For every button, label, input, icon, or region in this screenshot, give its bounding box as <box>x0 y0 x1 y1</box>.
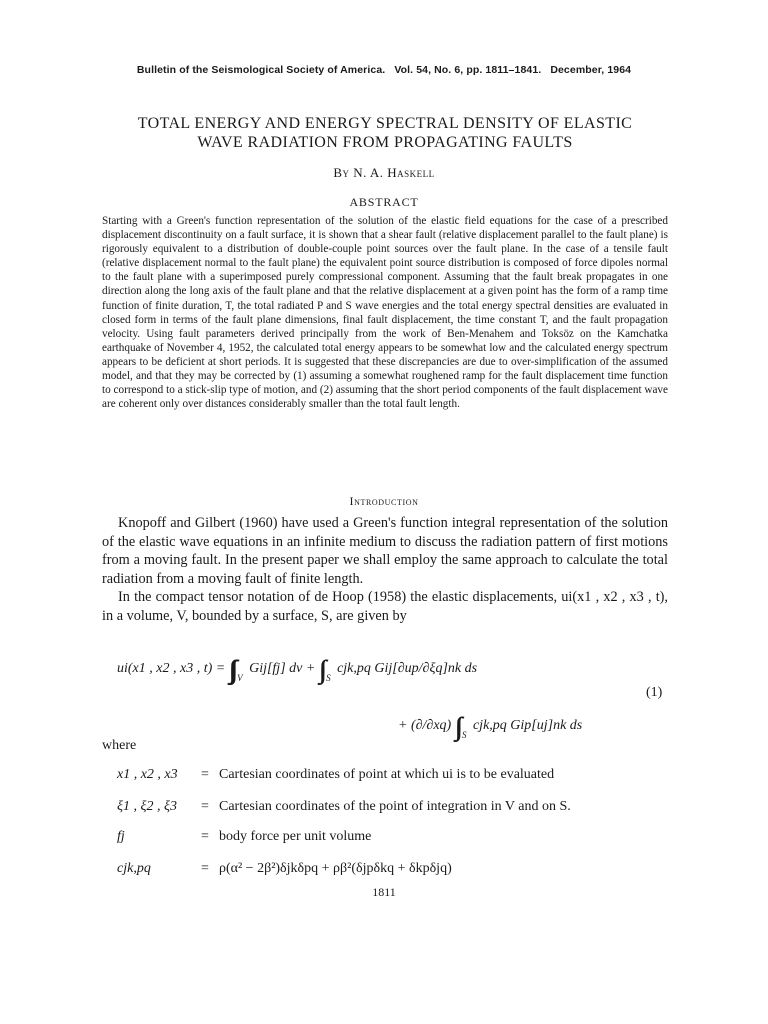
where-label: where <box>102 738 137 753</box>
journal-name: Bulletin of the Seismological Society of America. <box>136 64 386 76</box>
double-integral-symbol: ∫∫ <box>318 655 322 684</box>
definition-row <box>117 829 677 845</box>
journal-volume: Vol. 54, No. 6, pp. 1811–1841. <box>394 64 542 76</box>
author-line: By N. A. Haskell <box>333 165 435 180</box>
title-line: TOTAL ENERGY AND ENERGY SPECTRAL DENSITY OF ELASTIC <box>137 115 633 132</box>
section-heading-introduction: Introduction <box>349 494 419 508</box>
equation-term-2: cjk,pq Gij[∂up/∂ξq]nk ds <box>337 661 478 676</box>
abstract-body <box>102 214 668 411</box>
integral-subscript-v: V <box>237 673 243 683</box>
equation-lhs: ui(x1 , x2 , x3 , t) = <box>117 661 226 676</box>
title-line: WAVE RADIATION FROM PROPAGATING FAULTS <box>197 134 573 151</box>
abstract-heading: ABSTRACT <box>349 195 419 209</box>
journal-header <box>0 64 768 76</box>
integral-subscript-s: S <box>326 673 331 683</box>
page-number: 1811 <box>372 885 396 899</box>
journal-date: December, 1964 <box>550 64 632 76</box>
definition-equals: = <box>201 861 209 876</box>
equation-term-3: cjk,pq Gip[uj]nk ds <box>472 718 583 733</box>
definition-symbol: fj <box>117 829 125 844</box>
definition-symbol: cjk,pq <box>117 861 151 876</box>
definition-row <box>117 861 677 877</box>
definition-text: body force per unit volume <box>219 829 372 844</box>
definition-equals: = <box>201 767 209 782</box>
equation-line2-prefix: + (∂/∂xq) <box>398 718 452 733</box>
definition-equals: = <box>201 829 209 844</box>
definition-row <box>117 799 677 815</box>
equation-1-line-1 <box>117 655 677 685</box>
abstract-paragraph: Starting with a Green's function representation of the solution of the elastic field equations for the case of a prescribed displacement discontinuity on a fault surface, it is shown that a shear fault (relative displacement parallel to the fault plane) is rigorously equivalent to a distribution of double-couple point sources over the fault plane. In the case of a tensile fault (relative displacement normal to the fault plane) the equivalent point source distribution is composed of force dipoles normal to the fault plane with a superimposed purely compressional component. Assuming that the fault break propagates in one direction along the long axis of the fault plane and that the relative displacement at a given point has the form of a ramp time function of finite duration, T, the total radiated P and S wave energies and the total energy spectral densities are evaluated in closed form in terms of the fault plane dimensions, final fault displacement, the time constant T, and the fault propagation velocity. Using fault parameters derived principally from the work of Ben-Menahem and Toksöz on the Kamchatka earthquake of November 4, 1952, the calculated total energy appears to be somewhat low and the calculated energy spectrum appears to be deficient at short periods. It is suggested that these discrepancies are due to over-simplification of the assumed model, and that they may be corrected by (1) assuming a somewhat roughened ramp for the fault displacement time function to correspond to a stick-slip type of motion, and (2) assuming that the short period components of the fault displacement wave are coherent only over distances considerably smaller than the total fault length. <box>102 215 668 411</box>
introduction-body <box>102 514 668 626</box>
definition-symbol: x1 , x2 , x3 <box>117 767 178 782</box>
definition-text: ρ(α² − 2β²)δjkδpq + ρβ²(δjpδkq + δkpδjq) <box>219 861 452 876</box>
paper-title <box>100 114 670 152</box>
definition-symbol: ξ1 , ξ2 , ξ3 <box>117 799 177 814</box>
definition-text: Cartesian coordinates of point at which ui is to be evaluated <box>219 767 555 782</box>
equation-1-line-2 <box>398 712 582 742</box>
intro-paragraph: Knopoff and Gilbert (1960) have used a Green's function integral representation of the solution of the elastic wave equations in an infinite medium to discuss the radiation pattern of first motions from a moving fault. In the present paper we shall employ the same approach to calculate the total radiation from a moving fault of finite length. <box>102 515 668 587</box>
integral-subscript-s: S <box>461 730 467 740</box>
definition-text: Cartesian coordinates of the point of integration in V and on S. <box>219 799 571 814</box>
equation-number: (1) <box>646 685 663 700</box>
intro-paragraph: In the compact tensor notation of de Hoop (1958) the elastic displacements, ui(x1 , x2 , x3 , t), in a volume, V, bounded by a surface, S, are given by <box>102 589 668 624</box>
triple-integral-symbol: ∫∫∫ <box>228 655 233 684</box>
equation-term-1: Gij[fj] dv + <box>249 661 316 676</box>
definition-row <box>117 767 677 783</box>
double-integral-symbol: ∫∫ <box>454 712 457 741</box>
definition-equals: = <box>201 799 209 814</box>
